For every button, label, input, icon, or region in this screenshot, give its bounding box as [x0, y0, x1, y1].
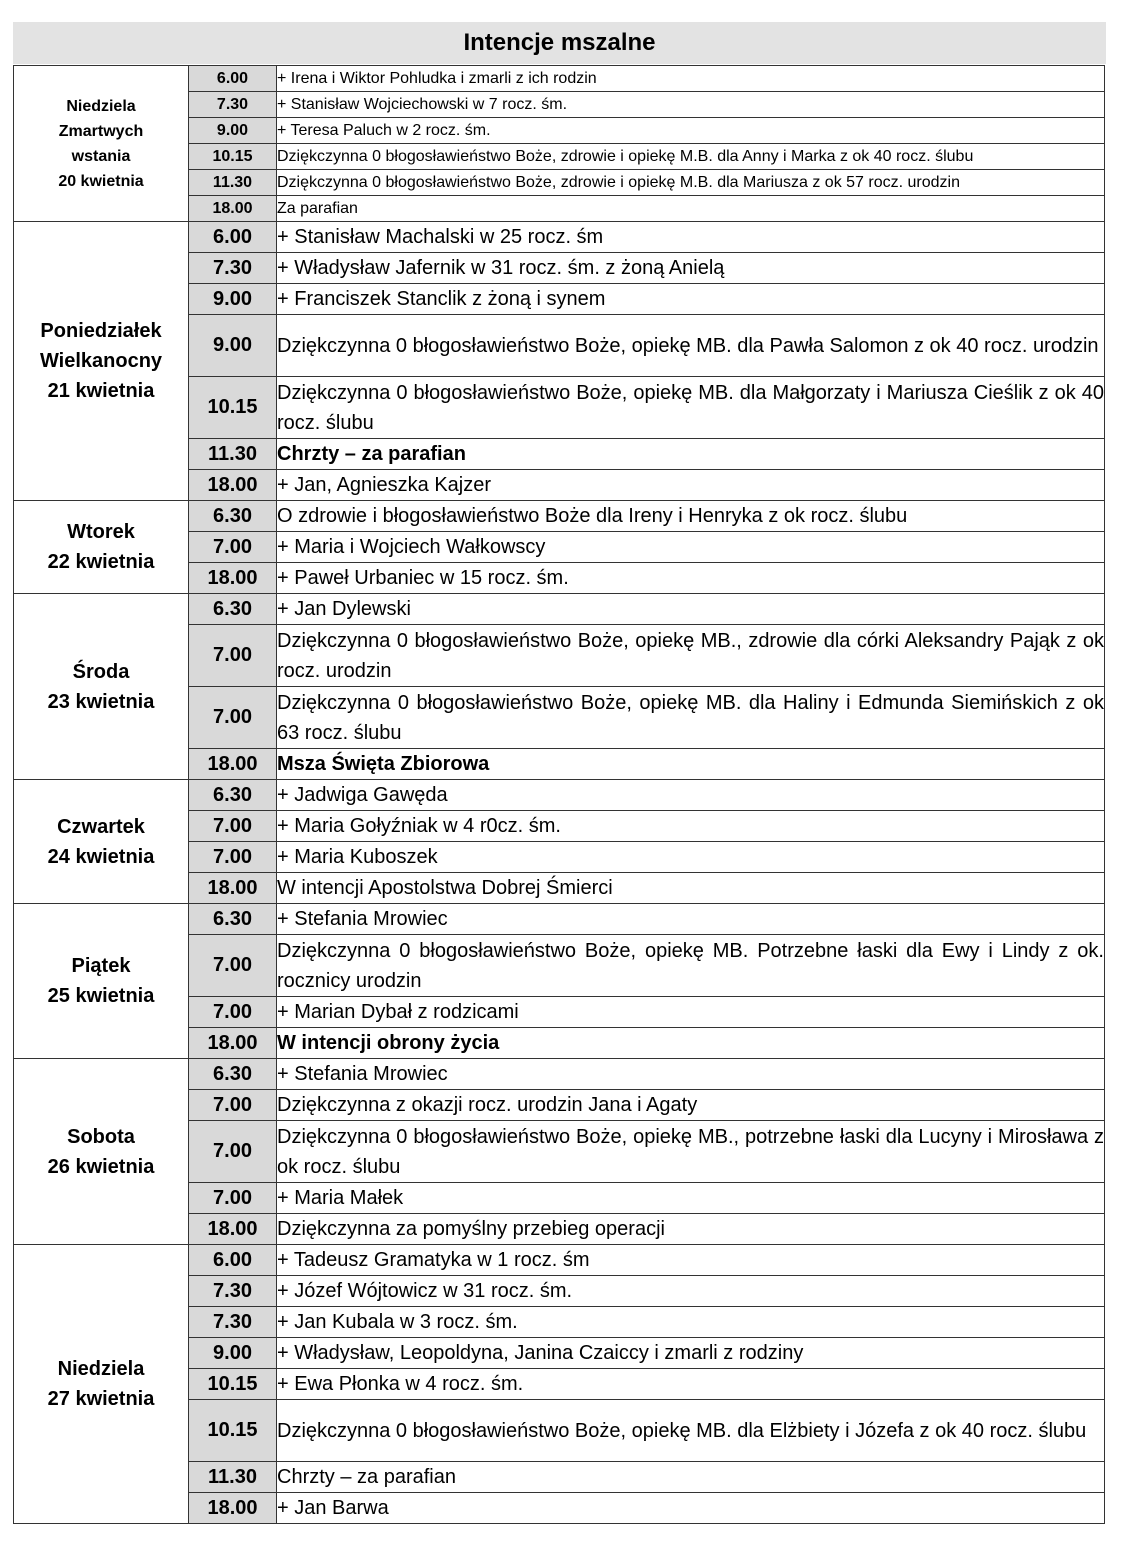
day-label: 21 kwietnia [47, 380, 155, 402]
table-row [14, 594, 1105, 625]
day-label: Czwartek [57, 815, 145, 838]
table-row [14, 1059, 1105, 1090]
mass-intention: + Paweł Urbaniec w 15 rocz. śm. [277, 563, 1105, 594]
mass-intention: Dziękczynna 0 błogosławieństwo Boże, opiekę MB. Potrzebne łaski dla Ewy i Lindy z ok. rocznicy urodzin [277, 935, 1105, 997]
mass-intention: + Tadeusz Gramatyka w 1 rocz. śm [277, 1245, 1105, 1276]
mass-time: 7.30 [189, 92, 277, 118]
mass-time: 18.00 [189, 749, 277, 780]
mass-intention: + Ewa Płonka w 4 rocz. śm. [277, 1369, 1105, 1400]
mass-time: 7.00 [189, 1183, 277, 1214]
day-cell [14, 66, 189, 222]
day-label: Piątek [71, 955, 131, 977]
mass-time: 7.00 [189, 532, 277, 563]
mass-time: 7.00 [189, 625, 277, 687]
mass-time: 7.30 [189, 1307, 277, 1338]
mass-intention: + Maria Gołyźniak w 4 r0cz. śm. [277, 811, 1105, 842]
day-label: 24 kwietnia [47, 845, 155, 868]
day-label: wstania [71, 147, 131, 165]
mass-time: 7.00 [189, 935, 277, 997]
mass-time: 9.00 [189, 284, 277, 315]
day-cell [14, 780, 189, 904]
mass-time: 18.00 [189, 470, 277, 501]
mass-time: 7.00 [189, 842, 277, 873]
day-label: Niedziela [66, 97, 136, 115]
day-cell [14, 1059, 189, 1245]
mass-time: 10.15 [189, 377, 277, 439]
day-cell [14, 904, 189, 1059]
mass-intention: W intencji obrony życia [277, 1028, 1105, 1059]
day-cell [14, 501, 189, 594]
day-cell [14, 222, 189, 501]
day-label: Sobota [67, 1125, 135, 1148]
mass-time: 6.30 [189, 501, 277, 532]
mass-time: 11.30 [189, 1462, 277, 1493]
day-label: Środa [72, 660, 130, 683]
mass-time: 10.15 [189, 144, 277, 170]
mass-time: 7.00 [189, 1121, 277, 1183]
mass-time: 7.00 [189, 687, 277, 749]
day-label: 26 kwietnia [47, 1155, 155, 1178]
mass-intention: + Stefania Mrowiec [277, 904, 1105, 935]
day-label: Poniedziałek [40, 320, 162, 342]
mass-time: 6.30 [189, 904, 277, 935]
day-label: 22 kwietnia [47, 551, 155, 573]
mass-intention: Dziękczynna 0 błogosławieństwo Boże, opiekę MB. dla Pawła Salomon z ok 40 rocz. urodzin [277, 315, 1105, 377]
mass-time: 9.00 [189, 118, 277, 144]
mass-intention: Dziękczynna 0 błogosławieństwo Boże, opiekę MB., potrzebne łaski dla Lucyny i Mirosława z ok rocz. ślubu [277, 1121, 1105, 1183]
mass-time: 18.00 [189, 873, 277, 904]
mass-intention: + Franciszek Stanclik z żoną i synem [277, 284, 1105, 315]
mass-intention: Chrzty – za parafian [277, 439, 1105, 470]
mass-intention: Za parafian [277, 196, 1105, 222]
mass-time: 18.00 [189, 1493, 277, 1524]
day-label: Zmartwych [58, 122, 144, 140]
day-label: 20 kwietnia [58, 172, 144, 190]
mass-time: 18.00 [189, 196, 277, 222]
day-label: Wielkanocny [39, 350, 163, 372]
mass-intention: + Marian Dybał z rodzicami [277, 997, 1105, 1028]
mass-time: 7.30 [189, 253, 277, 284]
mass-time: 6.30 [189, 780, 277, 811]
mass-time: 6.00 [189, 222, 277, 253]
mass-intention: + Jan Barwa [277, 1493, 1105, 1524]
table-row [14, 501, 1105, 532]
mass-intention: + Stefania Mrowiec [277, 1059, 1105, 1090]
mass-intention: + Władysław, Leopoldyna, Janina Czaiccy i zmarli z rodziny [277, 1338, 1105, 1369]
day-label: Niedziela [57, 1358, 145, 1380]
mass-intention: + Józef Wójtowicz w 31 rocz. śm. [277, 1276, 1105, 1307]
table-row [14, 1245, 1105, 1276]
mass-intention: + Stanisław Wojciechowski w 7 rocz. śm. [277, 92, 1105, 118]
mass-time: 7.00 [189, 811, 277, 842]
mass-time: 6.30 [189, 1059, 277, 1090]
day-label: 23 kwietnia [47, 690, 155, 713]
mass-intention: Msza Święta Zbiorowa [277, 749, 1105, 780]
mass-intention: O zdrowie i błogosławieństwo Boże dla Ireny i Henryka z ok rocz. ślubu [277, 501, 1105, 532]
mass-time: 6.30 [189, 594, 277, 625]
mass-intention: Dziękczynna 0 błogosławieństwo Boże, opiekę MB., zdrowie dla córki Aleksandry Pająk z ok rocz. urodzin [277, 625, 1105, 687]
mass-intention: Chrzty – za parafian [277, 1462, 1105, 1493]
mass-time: 11.30 [189, 439, 277, 470]
mass-intention: + Władysław Jafernik w 31 rocz. śm. z żoną Anielą [277, 253, 1105, 284]
day-cell [14, 1245, 189, 1524]
mass-intention: Dziękczynna 0 błogosławieństwo Boże, opiekę MB. dla Elżbiety i Józefa z ok 40 rocz. ślubu [277, 1400, 1105, 1462]
mass-time: 18.00 [189, 1214, 277, 1245]
mass-intention: Dziękczynna 0 błogosławieństwo Boże, opiekę MB. dla Małgorzaty i Mariusza Cieślik z ok 40 rocz. ślubu [277, 377, 1105, 439]
mass-intention: + Maria Kuboszek [277, 842, 1105, 873]
mass-intention: + Jan Kubala w 3 rocz. śm. [277, 1307, 1105, 1338]
mass-intention: W intencji Apostolstwa Dobrej Śmierci [277, 873, 1105, 904]
mass-intention: Dziękczynna z okazji rocz. urodzin Jana i Agaty [277, 1090, 1105, 1121]
mass-intention: Dziękczynna 0 błogosławieństwo Boże, opiekę MB. dla Haliny i Edmunda Siemińskich z ok 63 rocz. ślubu [277, 687, 1105, 749]
table-row [14, 904, 1105, 935]
table-row [14, 222, 1105, 253]
mass-intention: Dziękczynna 0 błogosławieństwo Boże, zdrowie i opiekę M.B. dla Mariusza z ok 57 rocz. urodzin [277, 170, 1105, 196]
mass-time: 7.00 [189, 1090, 277, 1121]
mass-intention: + Maria i Wojciech Wałkowscy [277, 532, 1105, 563]
mass-time: 18.00 [189, 1028, 277, 1059]
mass-time: 6.00 [189, 66, 277, 92]
mass-intention: + Jan, Agnieszka Kajzer [277, 470, 1105, 501]
day-label: 27 kwietnia [47, 1388, 155, 1410]
mass-time: 9.00 [189, 1338, 277, 1369]
mass-time: 10.15 [189, 1400, 277, 1462]
table-row [14, 66, 1105, 92]
mass-intention: Dziękczynna za pomyślny przebieg operacji [277, 1214, 1105, 1245]
mass-intention: + Jan Dylewski [277, 594, 1105, 625]
mass-time: 6.00 [189, 1245, 277, 1276]
day-label: Wtorek [67, 521, 135, 543]
mass-time: 7.30 [189, 1276, 277, 1307]
mass-intention: + Irena i Wiktor Pohludka i zmarli z ich rodzin [277, 66, 1105, 92]
mass-time: 7.00 [189, 997, 277, 1028]
mass-time: 9.00 [189, 315, 277, 377]
day-label: 25 kwietnia [47, 985, 155, 1007]
mass-intention: + Maria Małek [277, 1183, 1105, 1214]
mass-intention: + Stanisław Machalski w 25 rocz. śm [277, 222, 1105, 253]
mass-time: 18.00 [189, 563, 277, 594]
mass-intentions-table [13, 65, 1105, 1524]
mass-intention: + Jadwiga Gawęda [277, 780, 1105, 811]
mass-intention: + Teresa Paluch w 2 rocz. śm. [277, 118, 1105, 144]
mass-time: 10.15 [189, 1369, 277, 1400]
page-title: Intencje mszalne [13, 22, 1106, 64]
table-row [14, 780, 1105, 811]
day-cell [14, 594, 189, 780]
mass-intention: Dziękczynna 0 błogosławieństwo Boże, zdrowie i opiekę M.B. dla Anny i Marka z ok 40 rocz. ślubu [277, 144, 1105, 170]
mass-time: 11.30 [189, 170, 277, 196]
